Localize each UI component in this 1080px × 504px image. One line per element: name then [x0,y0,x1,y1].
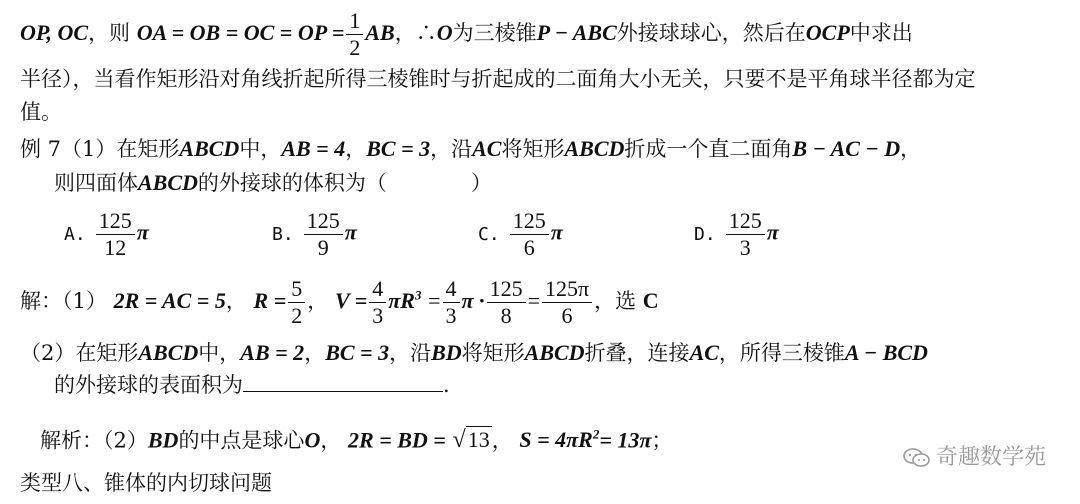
example-7-question-cont: 则四面体ABCD的外接球的体积为（ ） [54,170,492,195]
part-2-question: （2）在矩形ABCD中，AB = 2，BC = 3，沿BD将矩形ABCD折叠，连接AC，所得三棱锥A − BCD [20,340,928,365]
option-a: A. $\frac{125}{12}$ π [64,208,149,260]
line-3: 值。 [20,100,62,124]
example-7-question: 例 7（1）在矩形ABCD中，AB = 4，BC = 3，沿AC将矩形ABCD折成一个直二面角B − AC − D， [20,136,922,161]
line-1: OP, OC，则 OA = OB = OC = OP = $\frac{1}{2}$ AB，∴O为三棱锥P − ABC外接球球心，然后在OCP中求出 [20,8,913,60]
solution-1: 解：（1） 2R = AC = 5， R = $\frac{5}{2}$ ， V = $\frac{4}{3}$ $\pi R^3$ = $\frac{4}{3}$ π · $\frac{125}{8}$ = $\frac{125\pi}{6}$ ，选 C [20,276,659,328]
option-c: C. $\frac{125}{6}$ π [478,208,563,260]
analysis-2: 解析：（2）BD的中点是球心O， 2R = BD = √13， $S = 4\pi R^2= 13\pi$； [40,427,673,454]
answer-choice: C [642,288,659,313]
part-2-question-cont: 的外接球的表面积为 . [54,373,450,397]
wechat-icon [902,447,932,469]
watermark: 奇趣数学苑 [902,440,1046,471]
fraction-half: $\frac{1}{2}$ [346,8,363,61]
option-b: B. $\frac{125}{9}$ π [272,208,357,260]
sqrt-expression: √13 [452,427,490,454]
line-2: 半径），当看作矩形沿对角线折起所得三棱锥时与折起成的二面角大小无关，只要不是平角球半径都为定 [20,67,976,91]
option-d: D. $\frac{125}{3}$ π [694,208,779,260]
answer-blank [243,371,443,392]
section-heading: 类型八、锥体的内切球问题 [20,471,272,495]
